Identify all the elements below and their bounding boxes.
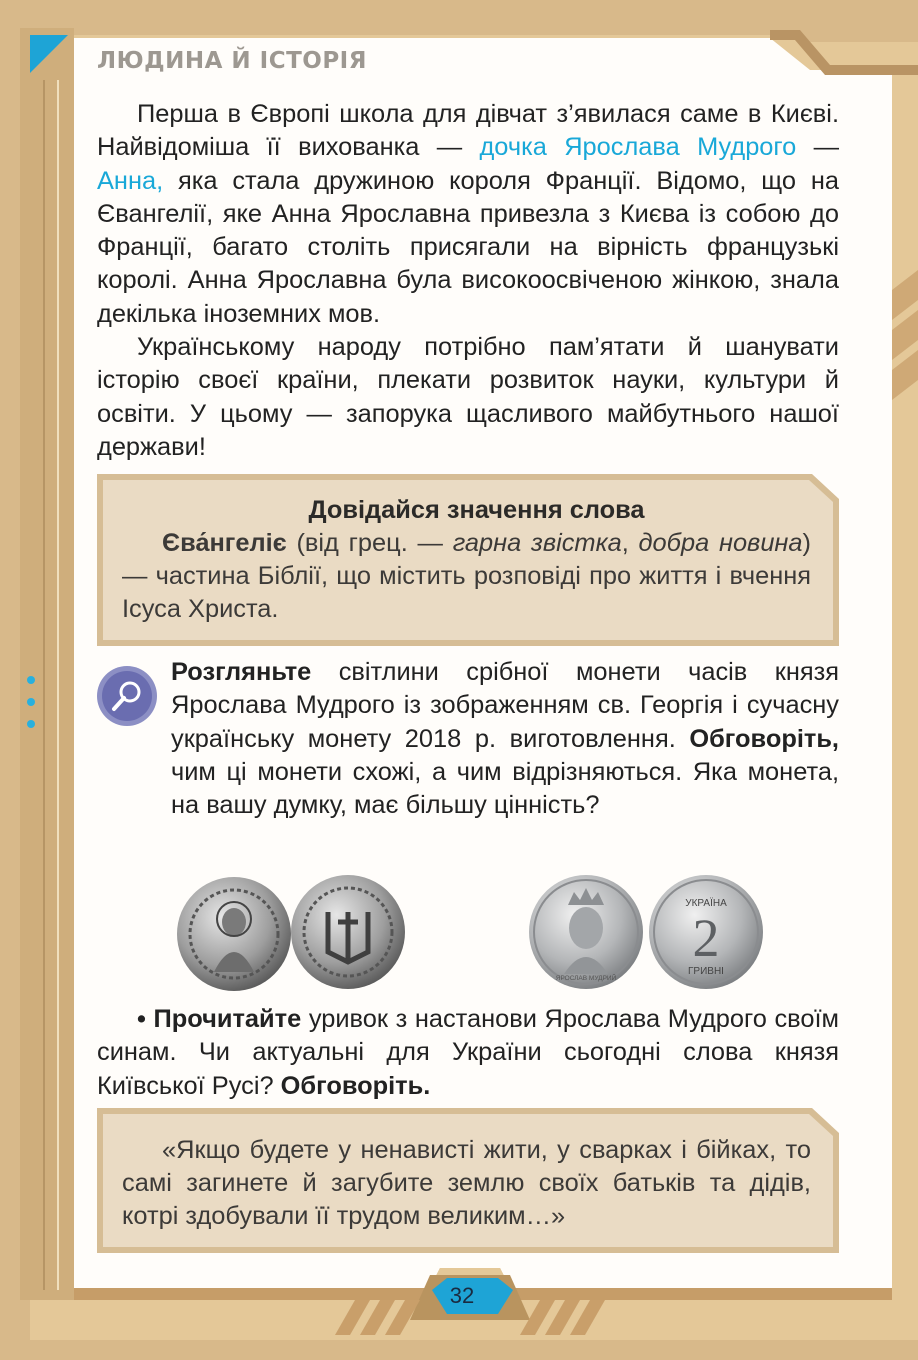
task1-verb2: Обговоріть, (689, 724, 839, 753)
para1-text: Перша в Європі школа для дівчат з’явилася саме в Києві. Найвідоміша її вихованка — (97, 100, 839, 162)
vocabulary-box (97, 474, 839, 646)
task1-verb: Розгляньте (171, 658, 312, 686)
highlight-anna: Анна, (97, 166, 164, 195)
vocab-meaning-2: добра новина (638, 529, 803, 557)
modern-coin-photos (528, 870, 766, 994)
para1-rest: яка стала дружиною короля Франції. Відомо, що на Євангелії, яке Анна Ярославна привезла з Києва із собою до Франції, багато століть присягали на вірність французькі королі. Анна Ярославна була високоосвіченою жінкою, знала декілька іноземних мов. (97, 166, 839, 328)
vocab-comma: , (621, 529, 639, 557)
task1-text (171, 656, 839, 822)
bullet-icon: • (137, 1005, 146, 1033)
highlight-daughter: дочка Ярослава Мудрого (479, 133, 797, 162)
main-paragraph (97, 98, 839, 464)
vocab-meaning-1: гарна звістка (452, 529, 622, 557)
para2: Українському народу потрібно пам’ятати й шанувати історію своєї країни, плекати розвиток науки, культури й освіти. У цьому — запорука щасливого майбутнього нашої держави! (97, 333, 839, 461)
task1-body: світлини срібної монети часів князя Ярослава Мудрого із зображенням св. Георгія і сучасну українську монету 2018 р. виготовлення. (171, 658, 839, 753)
vocab-term: Єва́нгеліє (162, 529, 287, 557)
right-edge-stripes (892, 270, 918, 400)
vocab-text: (від грец. — (286, 529, 453, 557)
ancient-coin-photos (176, 872, 408, 992)
task2-verb: Прочитайте (153, 1005, 302, 1033)
vocab-rest: ) — частина Біблії, що містить розповіді про життя і вчення Ісуса Христа. (122, 529, 811, 623)
task1-rest: чим ці монети схожі, а чим відрізняються. Яка монета, на вашу думку, має більшу цінність? (171, 757, 839, 820)
ancient-coin-obverse (177, 877, 291, 991)
quote-box (97, 1108, 839, 1253)
modern-coin-portrait (529, 875, 643, 989)
modern-coin-top-text: УКРАЇНА (685, 898, 727, 909)
portrait-caption: ЯРОСЛАВ МУДРИЙ (555, 975, 617, 982)
vocab-definition (122, 527, 811, 626)
magnifier-icon (96, 665, 158, 727)
task2-body: уривок з настанови Ярослава Мудрого своїм синам. Чи актуальні для України сьогодні слова князя Київської Русі? (97, 1005, 839, 1100)
para1-dash: — (796, 133, 839, 162)
vocab-title: Довідайся значення слова (308, 496, 645, 524)
task2-verb2: Обговоріть. (280, 1071, 431, 1100)
section-header: ЛЮДИНА Й ІСТОРІЯ (97, 48, 367, 74)
modern-coin-bottom-text: ГРИВНІ (688, 966, 724, 977)
quote-text: «Якщо будете у ненависті жити, у сварках і бійках, то самі загинете й загубите землю своїх батьків та дідів, котрі здобували її трудом великим…» (122, 1136, 811, 1230)
page-number: 32 (449, 1283, 475, 1308)
modern-coin-denomination: 2 (692, 908, 720, 968)
ancient-coin-reverse (291, 875, 405, 989)
task2-text (97, 1003, 839, 1103)
